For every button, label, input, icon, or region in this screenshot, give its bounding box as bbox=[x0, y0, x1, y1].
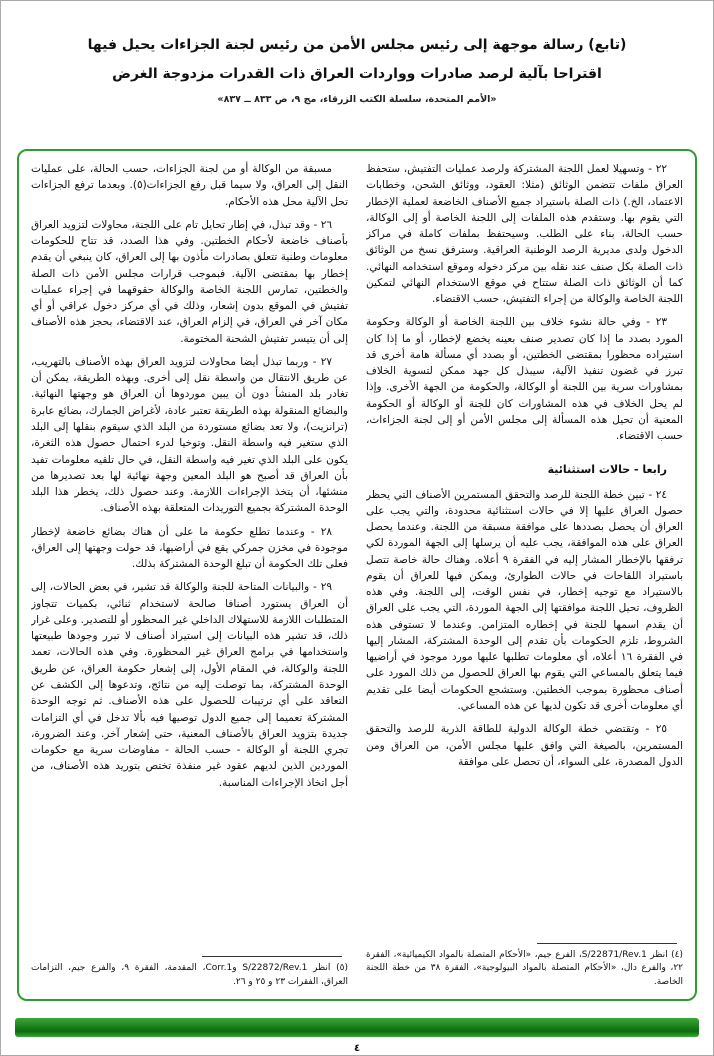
footer-green-bar bbox=[15, 1018, 699, 1037]
page-number: ٤ bbox=[353, 1043, 361, 1054]
paragraph-22: ٢٢ - وتسهيلا لعمل اللجنة المشتركة ولرصد عمليات التفتيش، ستحفظ العراق ملفات تتضمن الوثائق (مثلا: العقود، ووثائق الشحن، وخطابات الاعتماد، الخ.) ذات الصلة باستيراد جميع الأصناف الخاضعة لعملية الإخطار التي يقوم بها. وستقدم هذه الملفات إلى اللجنة الخاصة أو إلى الوكالة، حسب الحالة، بناء على الطلب. وسيحتفظ بملفات كاملة في مراكز الدخول ولدى مديرية الرصد الوطنية العراقية. وسترفق نسخ من الوثائق ذات الصلة بكل صنف عند نقله بين مركز دخوله وموقع استخدامه النهائي. كما أن الوثائق ذات الصلة ستتاح في موقع الاستخدام النهائي لتمكين اللجنة الخاصة والوكالة من إجراء التفتيش، حسب الاقتضاء. bbox=[366, 163, 683, 306]
paragraph-23: ٢٣ - وفي حالة نشوء خلاف بين اللجنة الخاصة أو الوكالة وحكومة المورد بصدد ما إذا كان تصدير صنف بعينه يخضع لإخطار، أو ما إذا كان استيراده محظورا بمقتضى الخطتين، أو بصدد أي مسألة هامة أخرى قد تبرز في غضون تنفيذ الآلية، سيبذل كل جهد ممكن لتسوية الخلاف بمشاورات سرية بين اللجنة أو الوكالة، والحكومة من الجهة الأخرى. وإذا لم يحل الخلاف في هذه المشاورات كان للجنة أو الوكالة أو الحكومة المعنية أن تحيل هذه المسألة إلى مجلس الأمن أو إلى لجنة الجزاءات، حسب الاقتضاء. bbox=[366, 316, 683, 443]
document-source-citation: «الأمم المتحدة، سلسلة الكتب الزرقاء، مج ٩، ص ٨٣٣ ــ ٨٣٧» bbox=[217, 93, 497, 105]
paragraph-25-continuation: مسبقة من الوكالة أو من لجنة الجزاءات، حسب الحالة، على عمليات النقل إلى العراق، ولا سيما قبل رفع الجزاءات(٥). وبعدما ترفع الجزاءات تحل الآلية محل هذه الأحكام. bbox=[31, 163, 348, 208]
footnote-divider bbox=[537, 943, 677, 944]
document-title-line1: (تابع) رسالة موجهة إلى رئيس مجلس الأمن من رئيس لجنة الجزاءات يحيل فيها bbox=[87, 37, 627, 53]
paragraph-27: ٢٧ - وربما تبذل أيضا محاولات لتزويد العراق بهذه الأصناف بالتهريب، عن طريق الانتقال من واسطة نقل إلى أخرى. وبهذه الطريقة، يمكن أن تغادر بلد المنشأ دون أن يبين موردوها أن العراق هو وجهتها النهائية. والبضائع المنقولة بهذه الطريقة تعتبر عادة، لأغراض الجمارك، بضائع عابرة (ترانزيت)، ولا تعد بضائع مستوردة من البلد الذي سيقوم بنقلها إلى البلد الذي ستغير فيه واسطة النقل. وتوخيا لدرء احتمال حصول هذه الثغرة، يكون على البلد الذي تغير فيه واسطة النقل، في حال تلقيه معلومات تفيد بأن العراق قد أصبح هو البلد المعين وجهة نهائية لها بعد تصديرها من منشئها، أن يتخذ الإجراءات اللازمة. وعند حصول ذلك، يخطر هذا البلد الوحدة المشتركة بجميع التوريدات المتعلقة بهذه الأصناف. bbox=[31, 355, 348, 515]
footnote-block-right bbox=[366, 935, 683, 990]
content-frame bbox=[17, 149, 697, 1001]
footnote-5: (٥) انظر S/22872/Rev.1 وCorr.1، المقدمة، الفقرة ٩، والفرع جيم، التزامات العراق، الفقرات ٢٣ و ٢٥ و ٢٦. bbox=[31, 963, 348, 987]
footnote-block-left bbox=[31, 948, 348, 989]
footnote-4: (٤) انظر S/22871/Rev.1، الفرع جيم، «الأحكام المتصلة بالمواد الكيميائية»، الفقرة ٢٢، والفرع دال، «الأحكام المتصلة بالمواد البيولوجية»، الفقرة ٣٨ من خطة اللجنة الخاصة. bbox=[366, 949, 683, 987]
paragraph-26: ٢٦ - وقد تبذل، في إطار تحايل تام على اللجنة، محاولات لتزويد العراق بأصناف خاضعة لأحكام الخطتين. وفي هذا الصدد، قد تتاح للحكومات معلومات وطنية تتعلق بصادرات مأذون بها إلى العراق، كان ينبغي أن يقدم إخطار بها بمقتضى الآلية. فبموجب قرارات مجلس الأمن ذات الصلة والخطتين، تمارس اللجنة الخاصة والوكالة حقوقهما في إجراء عمليات تفتيش في الموقع بدون إشعار، وذلك في أي مركز دخول عراقي أو أي مكان آخر في العراق، في إلزام العراق، عند الاقتضاء، بحجز هذه الأصناف إلى أن يتيسر تفتيش الشحنة المختومة. bbox=[31, 218, 348, 345]
document-header bbox=[1, 1, 713, 141]
paragraph-24: ٢٤ - تبين خطة اللجنة للرصد والتحقق المستمرين الأصناف التي يحظر حصول العراق عليها إلا في حالات استثنائية محدودة، والتي يجب على العراق أن يحصل بصددها على موافقة مسبقة من اللجنة. وعندما يحصل العراق على هذه الموافقة، يجب عليه أن يرسلها إلى الجهة الموردة لكي ترفقها بالإخطار المشار إليه في الفقرة ٩ أعلاه. وهناك حالة خاصة تتصل باستيراد اللقاحات في حالات الطوارئ، ويمكن فيها للعراق أن يقوم بالاستيراد مع توجيه إخطار، في نفس الوقت، إلى اللجنة. وفي هذه الظروف، تحيل اللجنة موافقتها إلى الجهة الموردة، التي يجب على العراق أن يقدم اسمها للجنة في إخطاره المتزامن. وعندما لا تستوفى هذه الشروط، تلزم الحكومات بأن تقدم إلى الوحدة المشتركة، المشار إليها في الفقرة ١٦ أعلاه، أي معلومات تطلبها عليها مورد موجود في أراضيها فيما يتعلق بالمساعي التي يقوم بها العراق للحصول من ذلك المورد على أصناف محظورة بموجب الخطتين. وستشجع الحكومات أيضا على تقديم أي معلومات أخرى قد تكون لديها عن هذه المساعي. bbox=[366, 488, 683, 713]
column-left bbox=[31, 161, 348, 989]
paragraph-28: ٢٨ - وعندما تطلع حكومة ما على أن هناك بضائع خاضعة لإخطار موجودة في مخزن جمركي يقع في أراضيها، قد حولت وجهتها إلى العراق، فعلى تلك الحكومة أن تبلغ الوحدة المشتركة بذلك. bbox=[31, 525, 348, 571]
paragraph-25: ٢٥ - وتقتضي خطة الوكالة الدولية للطاقة الذرية للرصد والتحقق المستمرين، بالصيغة التي وافق عليها مجلس الأمن، من العراق ومن الدول المصدرة، على السواء، أن تحصل على موافقة bbox=[366, 723, 683, 768]
document-title-line2: اقتراحا بآلية لرصد صادرات وواردات العراق ذات القدرات مزدوجة الغرض bbox=[112, 66, 602, 83]
section-heading-exceptional-cases: رابعا - حالات استثنائية bbox=[547, 462, 667, 476]
column-right bbox=[366, 161, 683, 989]
footnote-divider bbox=[202, 956, 342, 957]
paragraph-29: ٢٩ - والبيانات المتاحة للجنة والوكالة قد تشير، في بعض الحالات، إلى أن العراق يستورد أصنافا صالحة لاستخدام ثنائي، بكميات تتجاوز المتطلبات اللازمة للاستهلاك الداخلي غير المحظور أو للتصدير. وعلى غرار ذلك، قد تشير هذه البيانات إلى استيراد أصناف لا تبرر وجودها طبيعتها واستخدامها في برامج العراق غير المحظورة. وفي هذه الحالات، تعمد اللجنة والوكالة، في المقام الأول، إلى إشعار حكومة العراق، عن طريق الوحدة المشتركة، بما توصلت إليه من نتائج، وتدعوها إلى الكشف عن التعاقد على أي ترتيبات للحصول على هذه الأصناف. ثم توجه الوحدة المشتركة تعميما إلى جميع الدول توصيها فيه بألا تدخل في أي التزامات جديدة بتزويد العراق بالأصناف المعنية، حتى إشعار آخر. وعند الضرورة، تجري اللجنة أو الوكالة - حسب الحالة - مفاوضات سرية مع حكومات الموردين الذين لديهم عقود غير منفذة تختص بتوريد هذه الأصناف، من أجل اتخاذ الإجراءات المناسبة. bbox=[31, 581, 348, 789]
